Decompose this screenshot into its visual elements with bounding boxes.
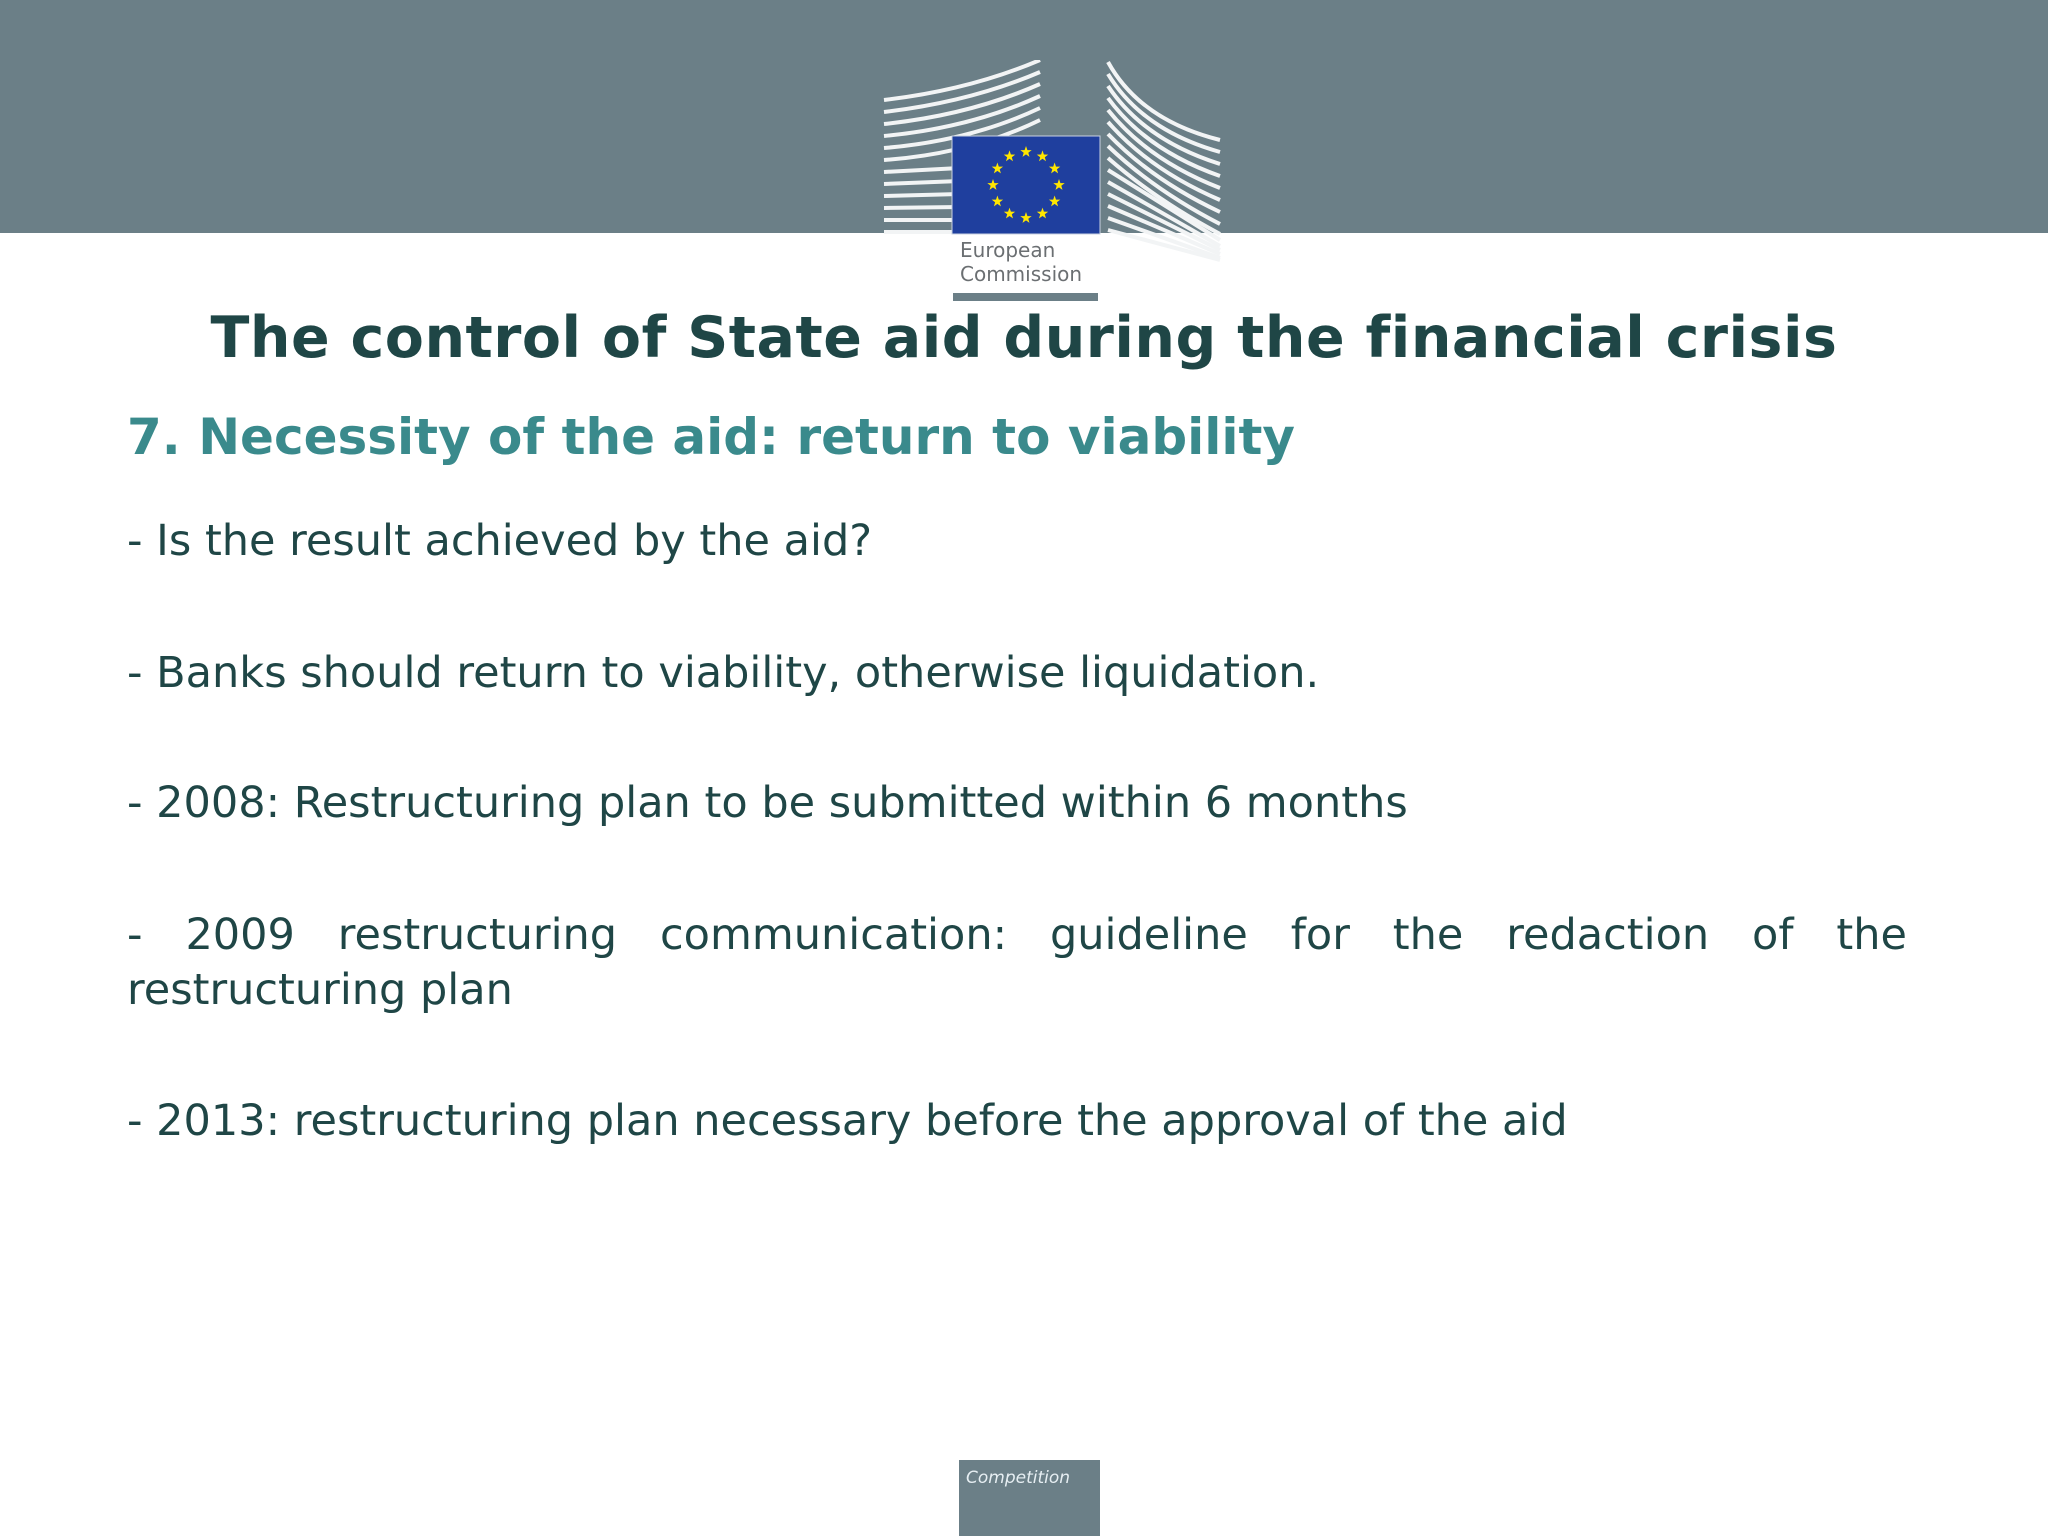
page-title: The control of State aid during the financial crisis — [210, 305, 1838, 371]
bullet-item: - Is the result achieved by the aid? — [127, 516, 873, 566]
bullet-item: - 2009 restructuring communication: guideline for the redaction of the restructuring plan — [127, 910, 1907, 1015]
logo-line2: Commission — [960, 262, 1083, 286]
bullet-item: - Banks should return to viability, otherwise liquidation. — [127, 648, 1320, 698]
footer-label: Competition — [966, 1468, 1071, 1488]
section-subtitle: 7. Necessity of the aid: return to viability — [127, 408, 1296, 466]
bullet-item: - 2013: restructuring plan necessary before the approval of the aid — [127, 1096, 1568, 1146]
footer-competition-tab — [959, 1460, 1100, 1536]
logo-line1: European — [960, 238, 1056, 262]
bullet-item: - 2008: Restructuring plan to be submitted within 6 months — [127, 778, 1408, 828]
logo-text — [960, 238, 1082, 286]
logo-bar — [953, 293, 1098, 301]
